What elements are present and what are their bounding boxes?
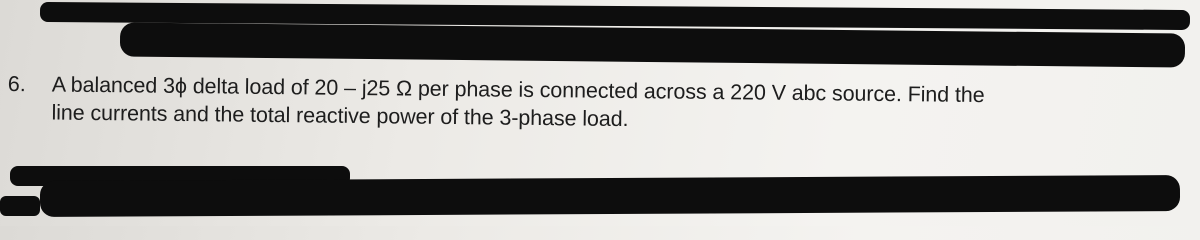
redaction-bar — [0, 196, 40, 216]
redaction-bar — [120, 22, 1185, 67]
question-text-line-1: A balanced 3ϕ delta load of 20 – j25 Ω per phase is connected across a 220 V abc source. Find the — [51, 72, 985, 108]
question-block — [7, 70, 1198, 139]
question-number: 6. — [7, 71, 26, 97]
redaction-bar — [40, 175, 1180, 217]
question-text-line-2: line currents and the total reactive power of the 3-phase load. — [51, 100, 629, 132]
